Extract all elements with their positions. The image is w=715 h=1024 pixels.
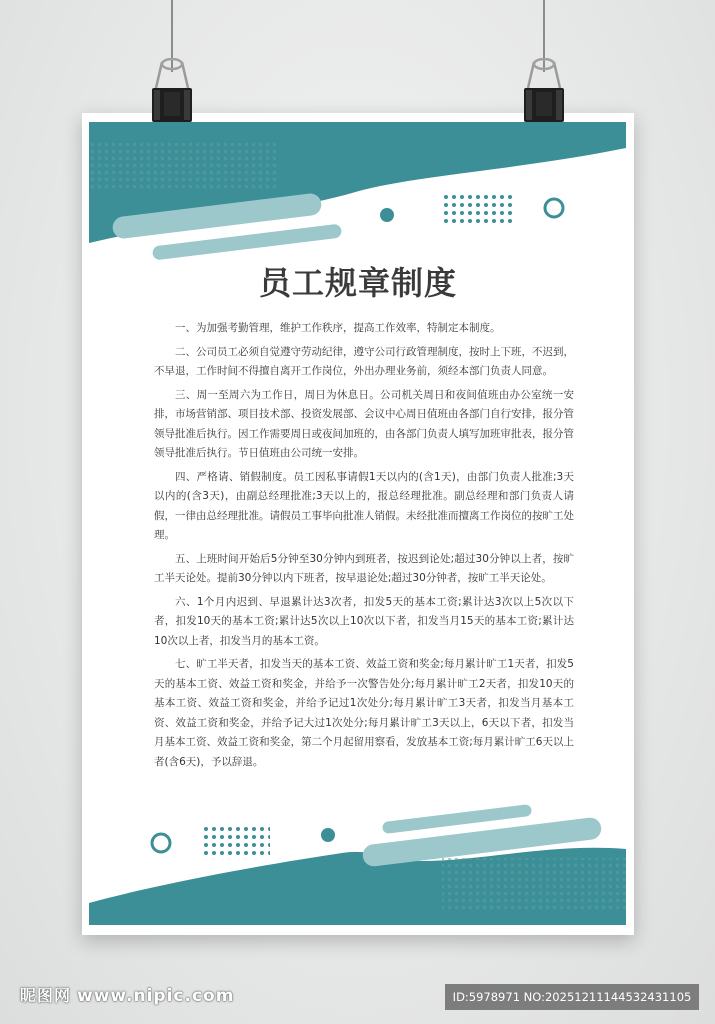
bottom-dot-grid	[204, 825, 270, 859]
rule-paragraph: 一、为加强考勤管理，维护工作秩序，提高工作效率，特制定本制度。	[175, 322, 501, 334]
bottom-small-dot	[321, 828, 335, 842]
rule-paragraph: 七、旷工半天者，扣发当天的基本工资、效益工资和奖金;每月累计旷工1天者，扣发5天的基本工资、效益工资和奖金，并给予一次警告处分;每月累计旷工2天者，扣发10天的基本工资、效益工资和奖金，并给予记过1次处分;每月累计旷工3天者，扣发当月基本工资、效益工资和奖金，并给予记大过1次处分;每月累计旷工3天以上，6天以下者，扣发当月基本工资、效益工资和奖金，第二个月起留用察看，发放基本工资;每月累计旷工6天以上者(含6天)，予以辞退。	[154, 658, 574, 768]
top-ring	[545, 199, 563, 217]
watermark-logo-text: 昵图网	[20, 986, 72, 1005]
top-small-dot	[380, 208, 394, 222]
bottom-ring	[152, 834, 170, 852]
top-dot-grid	[444, 193, 512, 223]
rule-paragraph: 四、严格请、销假制度。员工因私事请假1天以内的(含1天)，由部门负责人批准;3天以内的(含3天)，由副总经理批准;3天以上的，报总经理批准。副总经理和部门负责人请假，一律由总经理批准。请假员工事毕向批准人销假。未经批准而擅离工作岗位的按旷工处理。	[154, 470, 574, 541]
poster	[82, 113, 634, 935]
poster-title: 员工规章制度	[258, 264, 457, 302]
bottom-dot-field	[442, 858, 626, 913]
rules-body	[154, 319, 574, 776]
rule-paragraph: 三、周一至周六为工作日，周日为休息日。公司机关周日和夜间值班由办公室统一安排，市场营销部、项目技术部、投资发展部、会议中心周日值班由各部门自行安排，报分管领导批准后执行。因工作需要周日或夜间加班的，由各部门负责人填写加班审批表，报分管领导批准后执行。节日值班由公司统一安排。	[154, 388, 574, 459]
binder-clip-icon	[520, 58, 568, 126]
watermark-id: ID:5978971 NO:20251211144532431105	[445, 984, 699, 1010]
rule-paragraph: 二、公司员工必须自觉遵守劳动纪律，遵守公司行政管理制度，按时上下班，不迟到，不早退，工作时间不得擅自离开工作岗位，外出办理业务前，须经本部门负责人同意。	[154, 345, 574, 377]
rule-paragraph: 六、1个月内迟到、早退累计达3次者，扣发5天的基本工资;累计达3次以上5次以下者，扣发10天的基本工资;累计达5次以上10次以下者，扣发当月15天的基本工资;累计达10次以上者，扣发当月的基本工资。	[154, 595, 574, 647]
rule-paragraph: 五、上班时间开始后5分钟至30分钟内到班者，按迟到论处;超过30分钟以上者，按旷工半天论处。提前30分钟以内下班者，按早退论处;超过30分钟者，按旷工半天论处。	[154, 552, 574, 584]
top-dot-field	[90, 143, 280, 191]
watermark-url: www.nipic.com	[77, 986, 235, 1006]
watermark-logo	[20, 983, 234, 1006]
binder-clip-icon	[148, 58, 196, 126]
